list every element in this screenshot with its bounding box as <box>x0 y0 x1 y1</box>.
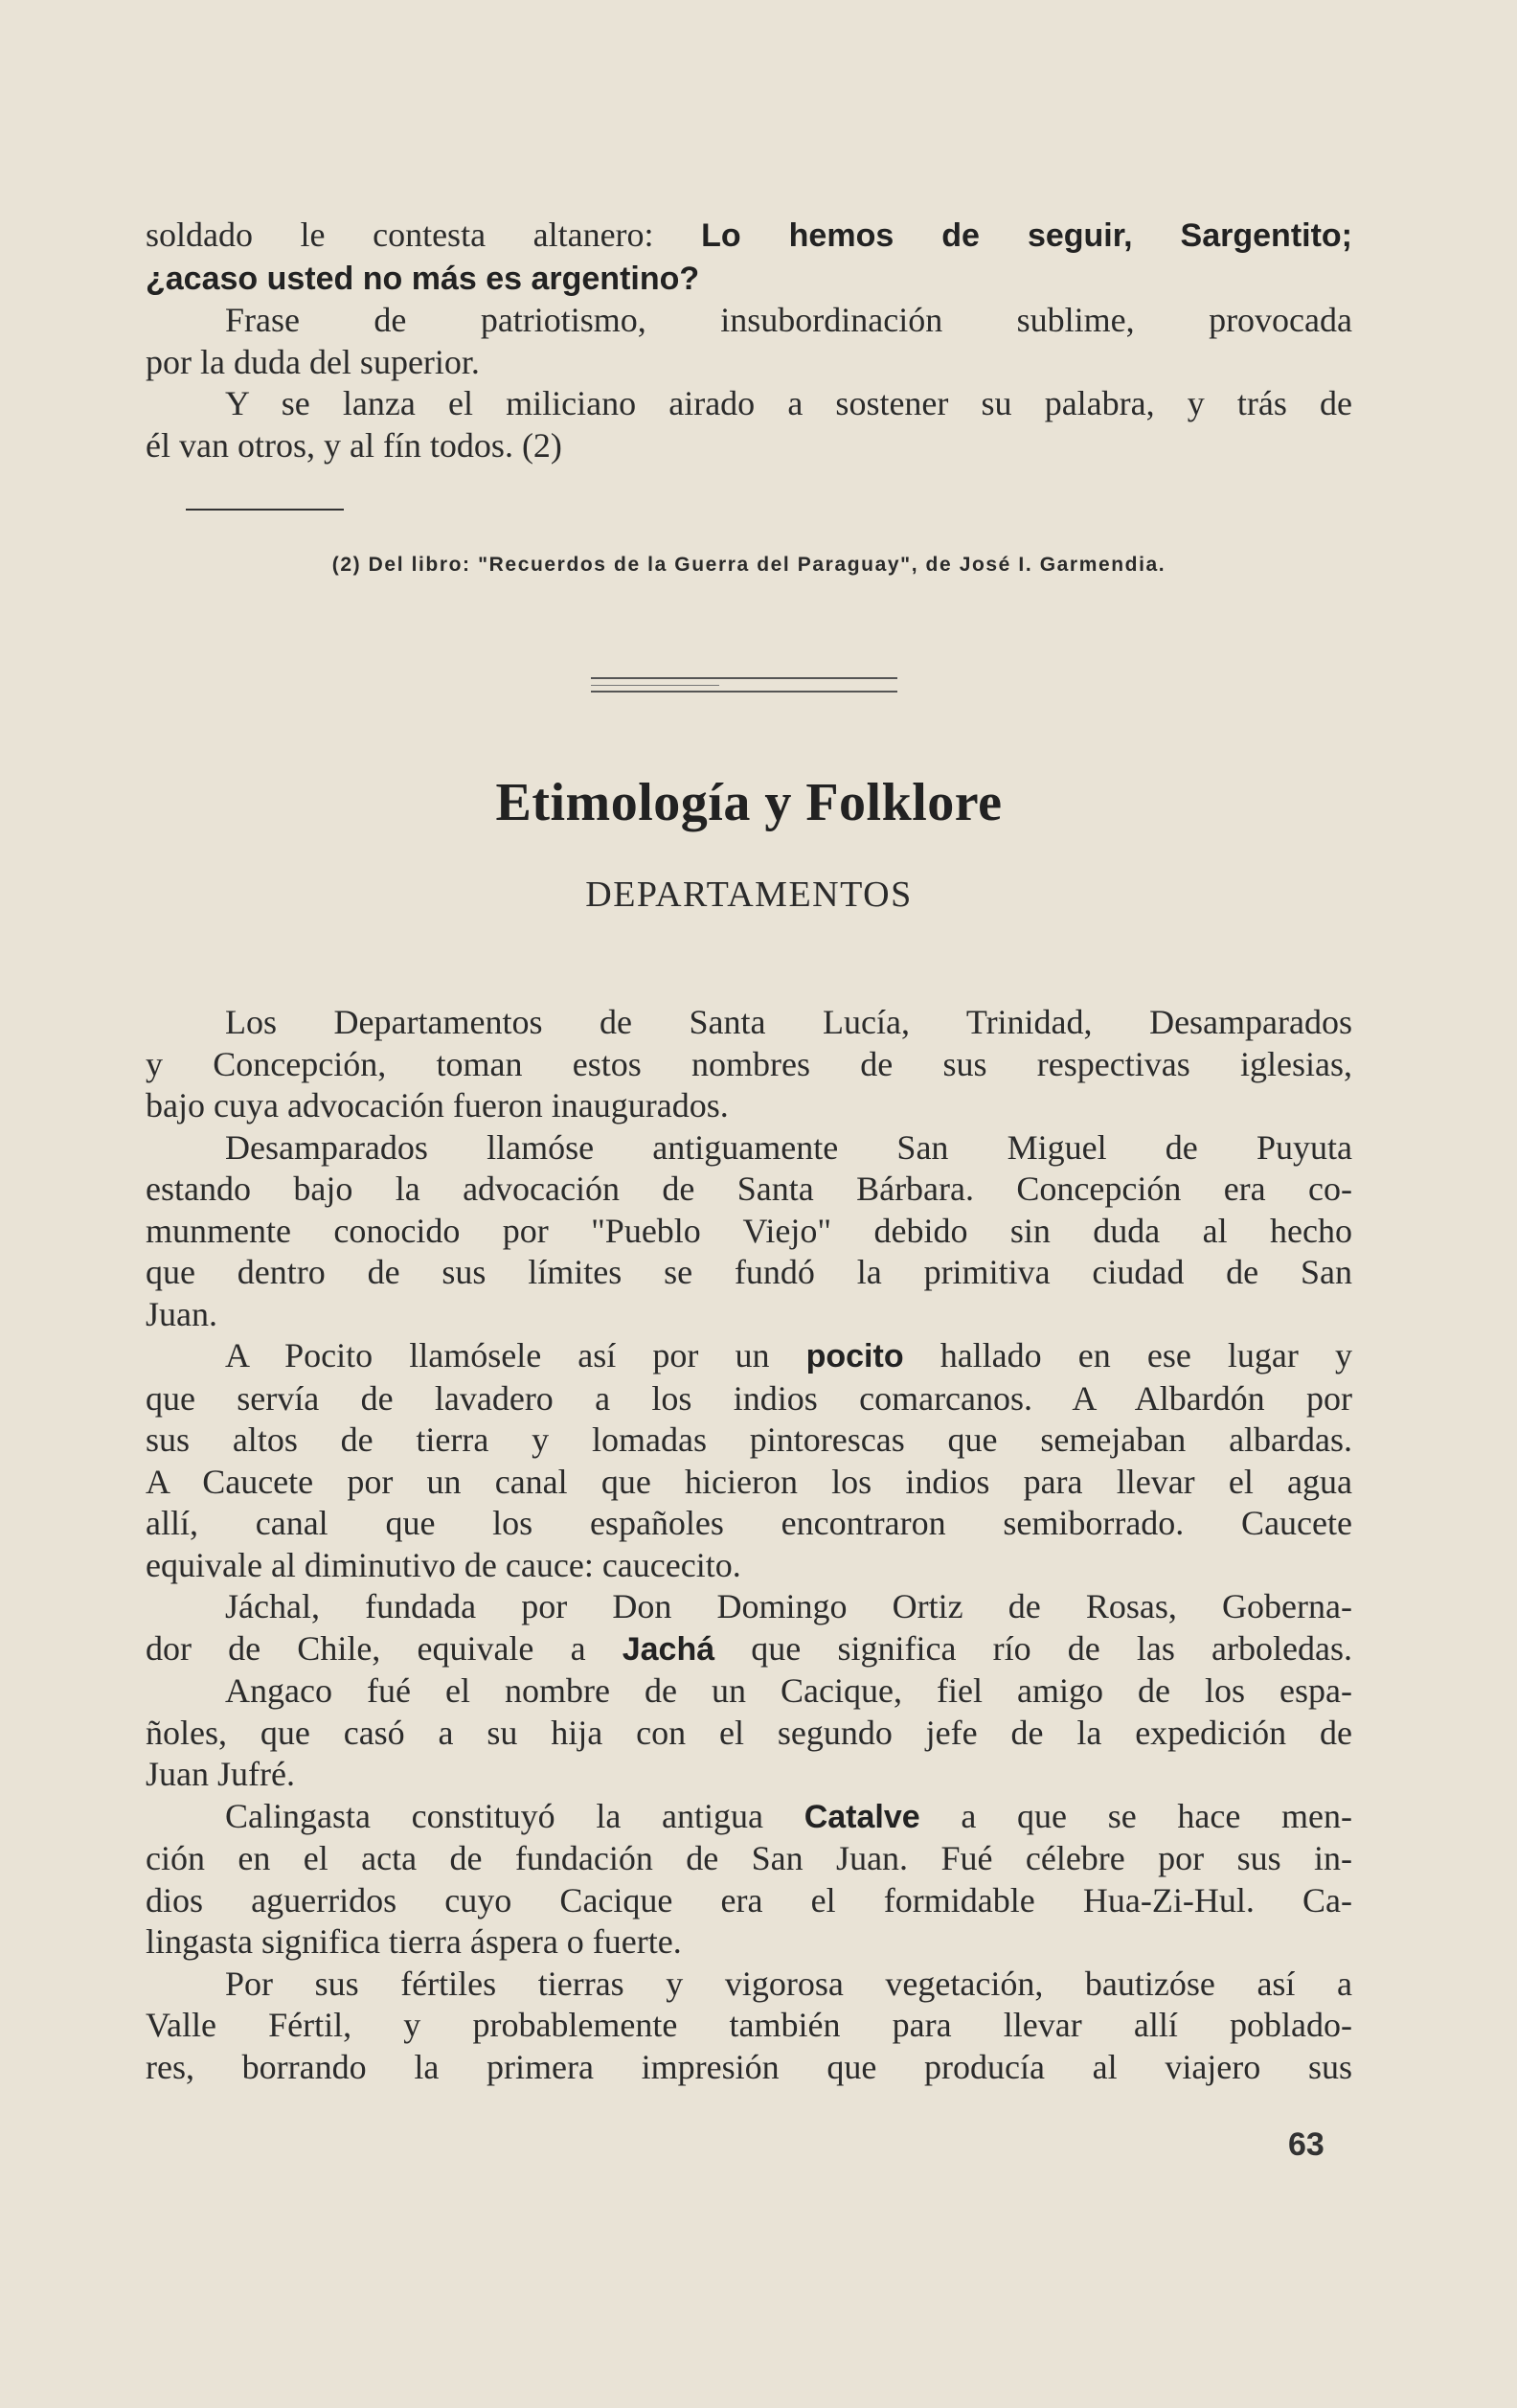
text-line: A Caucete por un canal que hicieron los indios para llevar el agua <box>146 1462 1352 1501</box>
top-passage <box>146 215 1352 466</box>
text-line: Valle Fértil, y probablemente también para llevar allí poblado- <box>146 2006 1352 2044</box>
text-line: Y se lanza el miliciano airado a sostener su palabra, y trás de <box>225 384 1352 422</box>
text-line: dor de Chile, equivale a Jachá que significa río de las arboledas. <box>146 1628 1352 1668</box>
article-body <box>146 1002 1352 2088</box>
text-line: res, borrando la primera impresión que producía al viajero sus <box>146 2047 1352 2086</box>
page-number: 63 <box>1288 2126 1325 2163</box>
article-title: Etimología y Folklore <box>495 773 1003 832</box>
text-line: allí, canal que los españoles encontraron semiborrado. Caucete <box>146 1504 1352 1542</box>
text-line: estando bajo la advocación de Santa Bárbara. Concepción era co- <box>146 1170 1352 1208</box>
text-line: ción en el acta de fundación de San Juan. Fué célebre por sus in- <box>146 1839 1352 1877</box>
text-line: que dentro de sus límites se fundó la primitiva ciudad de San <box>146 1253 1352 1291</box>
text-line: Desamparados llamóse antiguamente San Miguel de Puyuta <box>225 1127 1352 1167</box>
text-line: Angaco fué el nombre de un Cacique, fiel amigo de los espa- <box>225 1671 1352 1710</box>
text-line: Juan Jufré. <box>146 1755 295 1793</box>
text-line: él van otros, y al fín todos. (2) <box>146 425 562 465</box>
text-line: Frase de patriotismo, insubordinación sublime, provocada <box>225 301 1352 339</box>
text-line: A Pocito llamósele así por un pocito hallado en ese lugar y <box>225 1336 1353 1374</box>
text-line: ñoles, que casó a su hija con el segundo jefe de la expedición de <box>146 1713 1352 1752</box>
text-line: dios aguerridos cuyo Cacique era el formidable Hua-Zi-Hul. Ca- <box>146 1880 1352 1920</box>
footnote-separator <box>186 509 344 511</box>
text-line: ¿acaso usted no más es argentino? <box>146 260 700 297</box>
text-line: Juan. <box>146 1294 217 1333</box>
text-line: soldado le contesta altanero: Lo hemos de seguir, Sargentito; <box>146 216 1352 254</box>
text-line: que servía de lavadero a los indios comarcanos. A Albardón por <box>146 1378 1352 1418</box>
text-line: Los Departamentos de Santa Lucía, Trinidad, Desamparados <box>225 1003 1352 1041</box>
text-line: equivale al diminutivo de cauce: caucecito. <box>146 1545 741 1584</box>
text-line: Jáchal, fundada por Don Domingo Ortiz de Rosas, Goberna- <box>225 1587 1352 1625</box>
section-divider-ornament <box>591 677 897 696</box>
text-line: munmente conocido por "Pueblo Viejo" debido sin duda al hecho <box>146 1211 1352 1250</box>
text-line: lingasta significa tierra áspera o fuerte. <box>146 1922 682 1961</box>
article-subtitle: DEPARTAMENTOS <box>585 875 913 915</box>
text-line: Por sus fértiles tierras y vigorosa vegetación, bautizóse así a <box>225 1964 1352 2003</box>
footnote: (2) Del libro: "Recuerdos de la Guerra del Paraguay", de José I. Garmendia. <box>331 554 1166 576</box>
text-line: sus altos de tierra y lomadas pintorescas que semejaban albardas. <box>146 1420 1352 1459</box>
text-line: por la duda del superior. <box>146 342 480 381</box>
text-line: bajo cuya advocación fueron inaugurados. <box>146 1086 729 1124</box>
text-line: y Concepción, toman estos nombres de sus respectivas iglesias, <box>146 1044 1352 1083</box>
text-line: Calingasta constituyó la antigua Catalve a que se hace men- <box>225 1796 1352 1835</box>
